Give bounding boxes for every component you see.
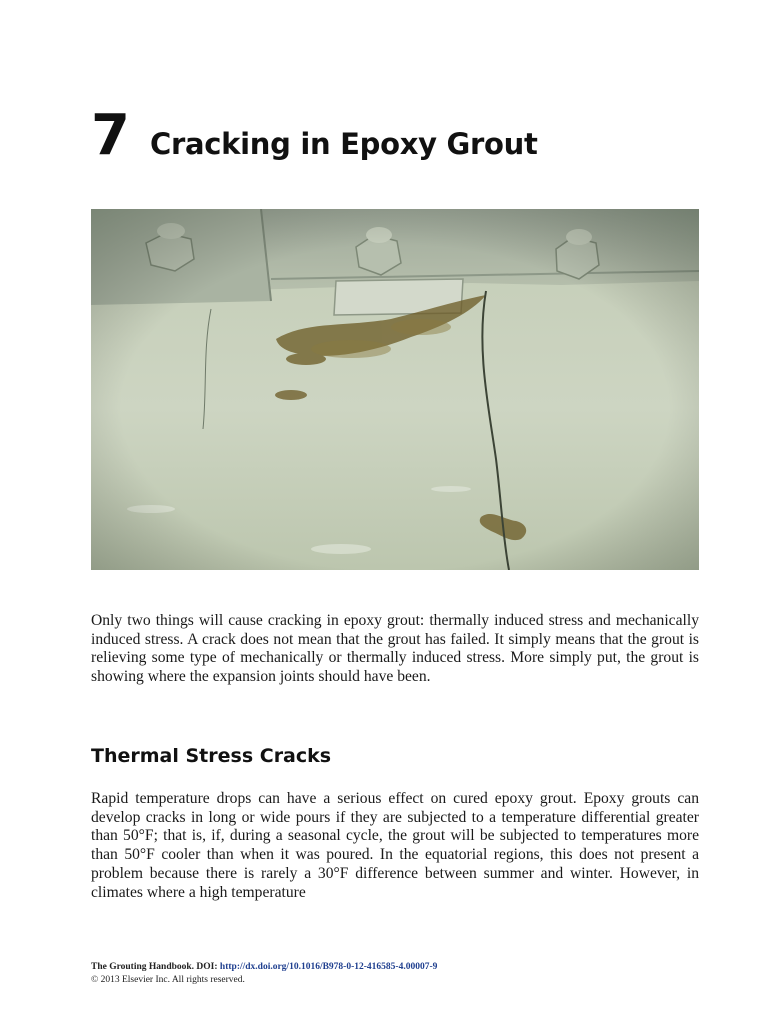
section-heading: Thermal Stress Cracks [91, 745, 332, 767]
grout-crack-photo [91, 209, 699, 570]
chapter-title: Cracking in Epoxy Grout [149, 127, 538, 161]
doi-link[interactable]: http://dx.doi.org/10.1016/B978-0-12-416585-4.00007-9 [219, 962, 438, 972]
copyright: © 2013 Elsevier Inc. All rights reserved. [91, 975, 245, 985]
intro-paragraph: Only two things will cause cracking in epoxy grout: thermally induced stress and mechanically induced stress. A crack does not mean that the grout has failed. It simply means that the grout is relieving some type of mechanically or thermally induced stress. More simply put, the grout is showing where the expansion joints should have been. [91, 612, 699, 686]
chapter-number: 7 [91, 103, 130, 168]
page-footer [91, 961, 437, 987]
chapter-photo [91, 209, 699, 570]
thermal-paragraph: Rapid temperature drops can have a serious effect on cured epoxy grout. Epoxy grouts can develop cracks in long or wide pours if they are subjected to a temperature differential greater than 50°F; that is, if, during a seasonal cycle, the grout will be subjected to temperatures more than 50°F cooler than when it was poured. In the equatorial regions, this does not present a problem because there is rarely a 30°F difference between summer and winter. However, in climates where a high temperature [91, 790, 699, 901]
book-title: The Grouting Handbook. [91, 962, 195, 972]
doi-label: DOI: [196, 962, 218, 972]
doi-line [91, 961, 437, 974]
chapter-heading [91, 103, 538, 168]
